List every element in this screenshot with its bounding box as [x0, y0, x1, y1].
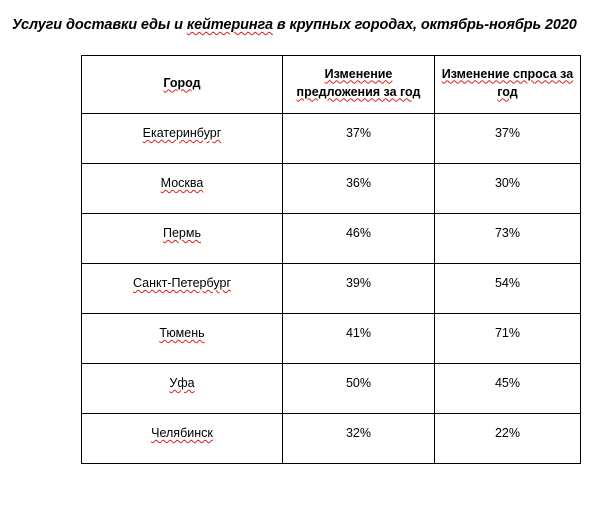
document-title — [12, 17, 612, 33]
title-suffix: в крупных городах, октябрь-ноябрь 2020 — [272, 17, 577, 33]
table-row — [82, 164, 581, 214]
cell-city: Уфа — [82, 364, 283, 414]
cell-supply-change: 41% — [283, 314, 435, 364]
title-prefix: Услуги доставки еды и — [12, 17, 187, 33]
table-row — [82, 364, 581, 414]
title-highlighted-word: кейтеринга — [186, 17, 273, 33]
cell-demand-change: 22% — [435, 414, 581, 464]
cell-city: Санкт-Петербург — [82, 264, 283, 314]
cell-demand-change: 73% — [435, 214, 581, 264]
table-row — [82, 114, 581, 164]
cell-demand-change: 54% — [435, 264, 581, 314]
cell-demand-change: 30% — [435, 164, 581, 214]
table-row — [82, 214, 581, 264]
table-row — [82, 314, 581, 364]
cell-demand-change: 37% — [435, 114, 581, 164]
cell-city: Екатеринбург — [82, 114, 283, 164]
delivery-stats-table — [81, 55, 581, 464]
header-city: Город — [82, 56, 283, 114]
cell-supply-change: 36% — [283, 164, 435, 214]
table-row — [82, 414, 581, 464]
cell-city: Москва — [82, 164, 283, 214]
table-body — [82, 114, 581, 464]
table-header-row — [82, 56, 581, 114]
cell-city: Пермь — [82, 214, 283, 264]
cell-demand-change: 45% — [435, 364, 581, 414]
cell-city: Тюмень — [82, 314, 283, 364]
cell-supply-change: 39% — [283, 264, 435, 314]
header-demand-change: Изменение спроса за год — [435, 56, 581, 114]
table-row — [82, 264, 581, 314]
cell-supply-change: 46% — [283, 214, 435, 264]
cell-city: Челябинск — [82, 414, 283, 464]
cell-demand-change: 71% — [435, 314, 581, 364]
cell-supply-change: 37% — [283, 114, 435, 164]
cell-supply-change: 50% — [283, 364, 435, 414]
cell-supply-change: 32% — [283, 414, 435, 464]
header-supply-change: Изменение предложения за год — [283, 56, 435, 114]
